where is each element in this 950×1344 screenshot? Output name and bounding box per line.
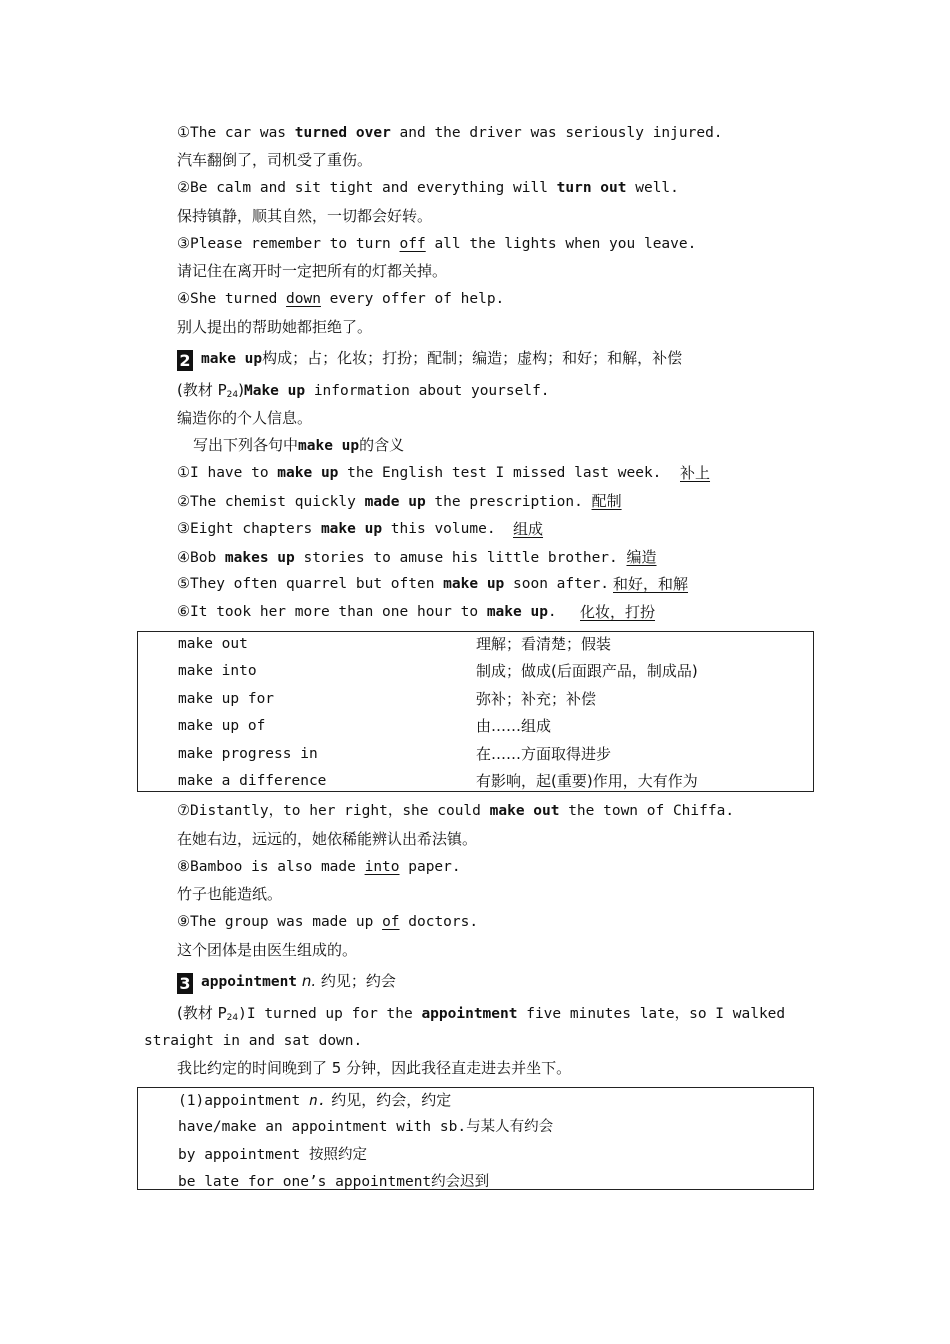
exercise-answer-3: 组成 [513, 520, 544, 538]
phrase-cn: 在……方面取得进步 [476, 745, 612, 763]
example-sentence-4: ④She turned down every offer of help. [177, 291, 505, 307]
exercise-answer-4: 编造 [626, 548, 657, 566]
exercise-item-6: ⑥It took her more than one hour to make up. [177, 604, 557, 620]
example-sentence-3: ③Please remember to turn off all the lights when you leave. [177, 236, 697, 252]
exercise-item-5: ⑤They often quarrel but often make up soon after. [177, 576, 610, 592]
phrase-cn: 理解；看清楚；假装 [476, 635, 612, 653]
example-translation-2: 保持镇静，顺其自然，一切都会好转。 [177, 207, 433, 225]
headword: appointment [201, 974, 298, 990]
usage-line-4: be late for one’s appointment约会迟到 [178, 1174, 490, 1190]
example-sentence-9: ⑨The group was made up of doctors. [177, 914, 479, 930]
exercise-answer-2: 配制 [591, 492, 622, 510]
example-sentence-1: ①The car was turned over and the driver was seriously injured. [177, 125, 723, 141]
headword-meaning: 约见；约会 [320, 972, 396, 990]
exercise-item-1: ①I have to make up the English test I missed last week. [177, 465, 662, 481]
phrase-en: make progress in [178, 746, 318, 762]
example-sentence-8: ⑧Bamboo is also made into paper. [177, 859, 461, 875]
phrase-cn: 由……组成 [476, 717, 552, 735]
example-translation-3: 请记住在离开时一定把所有的灯都关掉。 [177, 262, 448, 280]
example-sentence-2: ②Be calm and sit tight and everything will turn out well. [177, 180, 679, 196]
phrase-box [137, 631, 814, 792]
phrase-en: make into [178, 663, 257, 679]
phrase-cn: 弥补；补充；补偿 [476, 690, 597, 708]
phrase-cn: 制成；做成(后面跟产品，制成品) [476, 662, 698, 680]
example-translation-7: 在她右边，远远的，她依稀能辨认出希法镇。 [177, 830, 478, 848]
phrase-cn: 有影响，起(重要)作用，大有作为 [476, 772, 698, 790]
exercise-answer-1: 补上 [680, 464, 711, 482]
section-number-badge: 3 [177, 973, 193, 994]
example-translation-8: 竹子也能造纸。 [177, 885, 283, 903]
example-sentence-7: ⑦Distantly，to her right，she could make out the town of Chiffa. [177, 803, 735, 819]
usage-line-1: (1)appointment n. 约见，约会，约定 [178, 1091, 452, 1109]
exercise-instruction: 写出下列各句中make up的含义 [193, 436, 405, 454]
usage-line-3: by appointment 按照约定 [178, 1147, 367, 1163]
phrase-en: make up of [178, 718, 266, 734]
textbook-source-2: (教材 $P_{24})Make$ up information about yourself. [177, 381, 550, 400]
example-translation-9: 这个团体是由医生组成的。 [177, 941, 358, 959]
example-translation-1: 汽车翻倒了，司机受了重伤。 [177, 151, 373, 169]
textbook-source-3-continued: straight in and sat down. [144, 1033, 363, 1049]
section-3-heading [177, 969, 396, 993]
textbook-translation-2: 编造你的个人信息。 [177, 409, 313, 427]
phrase-en: make out [178, 636, 248, 652]
phrase-en: make a difference [178, 773, 327, 789]
textbook-source-3: (教材 $P_{24})I$ turned up for the appointment five minutes late，so I walked [177, 1004, 786, 1023]
textbook-translation-3: 我比约定的时间晚到了 5 分钟，因此我径直走进去并坐下。 [177, 1059, 572, 1077]
section-2-heading [177, 346, 682, 370]
exercise-answer-5: 和好，和解 [613, 575, 689, 593]
exercise-answer-6: 化妆，打扮 [580, 603, 656, 621]
exercise-item-4: ④Bob makes up stories to amuse his little brother. 编造 [177, 548, 657, 566]
exercise-item-3: ③Eight chapters make up this volume. [177, 521, 496, 537]
phrase-en: make up for [178, 691, 275, 707]
exercise-item-2: ②The chemist quickly made up the prescription. 配制 [177, 492, 622, 510]
usage-box [137, 1087, 814, 1190]
example-translation-4: 别人提出的帮助她都拒绝了。 [177, 318, 373, 336]
section-number-badge: 2 [177, 350, 193, 371]
part-of-speech: n. [301, 972, 317, 990]
headword: make up [201, 351, 263, 367]
usage-line-2: have/make an appointment with sb.与某人有约会 [178, 1119, 554, 1135]
headword-meanings: 构成；占；化妆；打扮；配制；编造；虚构；和好；和解，补偿 [262, 349, 683, 367]
